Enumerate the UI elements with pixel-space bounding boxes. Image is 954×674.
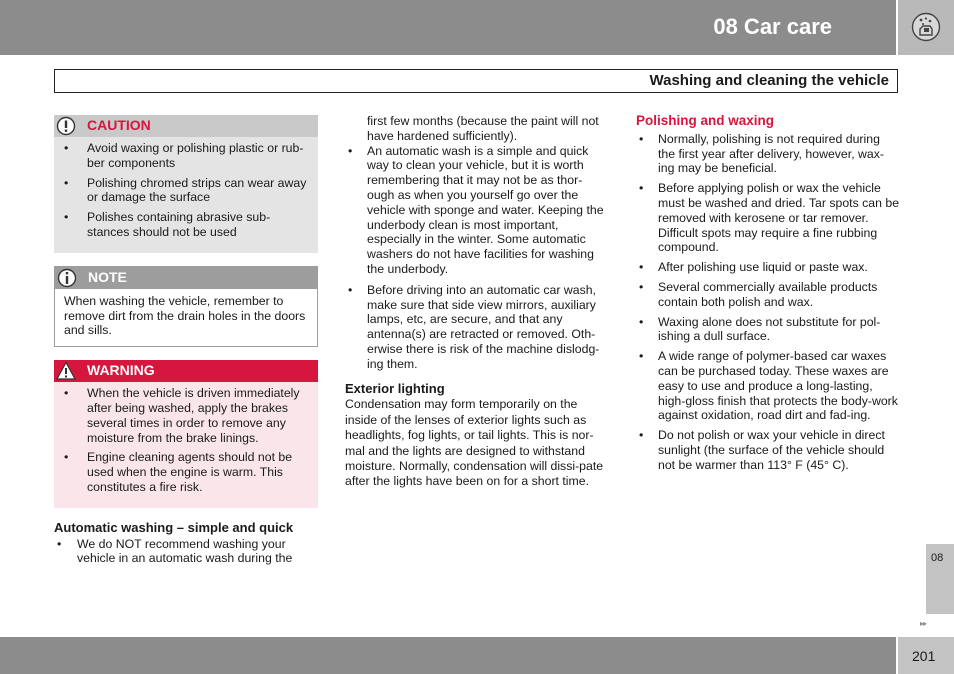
column-1 [54,115,318,571]
next-arrows-icon: ▸▸ [920,619,927,628]
polishing-heading: Polishing and waxing [636,113,775,128]
caution-header [54,115,318,137]
note-box [54,266,318,347]
caution-body [54,137,318,253]
polishing-item: • Do not polish or wax your vehicle in direct sunlight (the surface of the vehicle should not be warmer than 113° F (45° C). [636,428,900,472]
column-3 [636,114,900,478]
caution-label: CAUTION [87,117,151,133]
footer-bar [0,637,896,674]
warning-item: • Engine cleaning agents should not be used when the engine is warm. This constitutes a fire risk. [62,450,310,494]
warning-body [54,382,318,508]
info-icon [57,268,77,288]
note-text: When washing the vehicle, remember to remove dirt from the drain holes in the doors and sills. [64,293,306,338]
page-number-box [898,637,954,674]
polishing-item: • A wide range of polymer-based car waxes can be purchased today. These waxes are easy to use and produce a long-lasting, high-gloss finish that protects the body-work against oxidation, road dirt and fad-ing. [636,349,900,423]
caution-item: • Avoid waxing or polishing plastic or rub-ber components [62,141,310,171]
caution-item: • Polishing chromed strips can wear away or damage the surface [62,176,310,206]
warning-header [54,360,318,382]
warning-item: • When the vehicle is driven immediately after being washed, apply the brakes several times in order to remove any moisture from the brake linings. [62,386,310,445]
automatic-washing-item: • We do NOT recommend washing your vehicle in an automatic wash during the [54,537,318,567]
automatic-washing-item-continued: first few months (because the paint will not have hardened sufficiently). [367,114,599,143]
polishing-item: • Before applying polish or wax the vehicle must be washed and dried. Tar spots can be removed with kerosene or tar remover. Difficult spots may require a fine rubbing compound. [636,181,900,255]
car-wash-icon [911,12,941,42]
note-header [55,267,317,289]
note-label: NOTE [88,268,127,285]
exterior-lighting-heading: Exterior lighting [345,380,445,396]
exclamation-icon [56,116,76,136]
chapter-title: 08 Car care [713,14,832,39]
polishing-item: • Normally, polishing is not required during the first year after delivery, however, wax-ing may be beneficial. [636,132,900,176]
note-body [55,289,317,346]
exterior-lighting-text: Condensation may form temporarily on the inside of the lenses of exterior lights such as headlights, fog lights, or tail lights. This is nor-mal and the lights are designed to withstand moisture. Normally, condensation will dissi-pate after the lights have been on for a short time. [345,397,604,489]
polishing-item: • Waxing alone does not substitute for pol-ishing a dull surface. [636,315,900,345]
header-bar [0,0,896,55]
caution-item: • Polishes containing abrasive sub-stances should not be used [62,210,310,240]
section-title: Washing and cleaning the vehicle [649,72,889,89]
chapter-icon-box [898,0,954,55]
automatic-washing-heading: Automatic washing – simple and quick [54,519,294,535]
automatic-washing-item: • Before driving into an automatic car wash, make sure that side view mirrors, auxiliary lamps, etc, are secure, and that any antenna(s) are retracted or removed. Oth-erwise there is risk of the machine dislodg-ing them. [345,283,609,372]
chapter-tab [926,544,954,614]
polishing-item: • Several commercially available products contain both polish and wax. [636,280,900,310]
warning-label: WARNING [87,362,155,379]
column-2 [345,114,609,490]
warning-triangle-icon [56,361,76,381]
caution-box [54,115,318,253]
page-number: 201 [912,648,936,664]
section-header [54,69,898,93]
polishing-item: • After polishing use liquid or paste wax. [636,260,900,275]
warning-box [54,360,318,508]
chapter-tab-label: 08 [931,552,944,564]
automatic-washing-item: • An automatic wash is a simple and quick way to clean your vehicle, but it is worth remembering that it may not be as thor-ough as when you yourself go over the vehicle with sponge and water. Keeping the underbody clean is most important, especially in the winter. Some automatic washers do not have facilities for washing the underbody. [345,144,609,277]
